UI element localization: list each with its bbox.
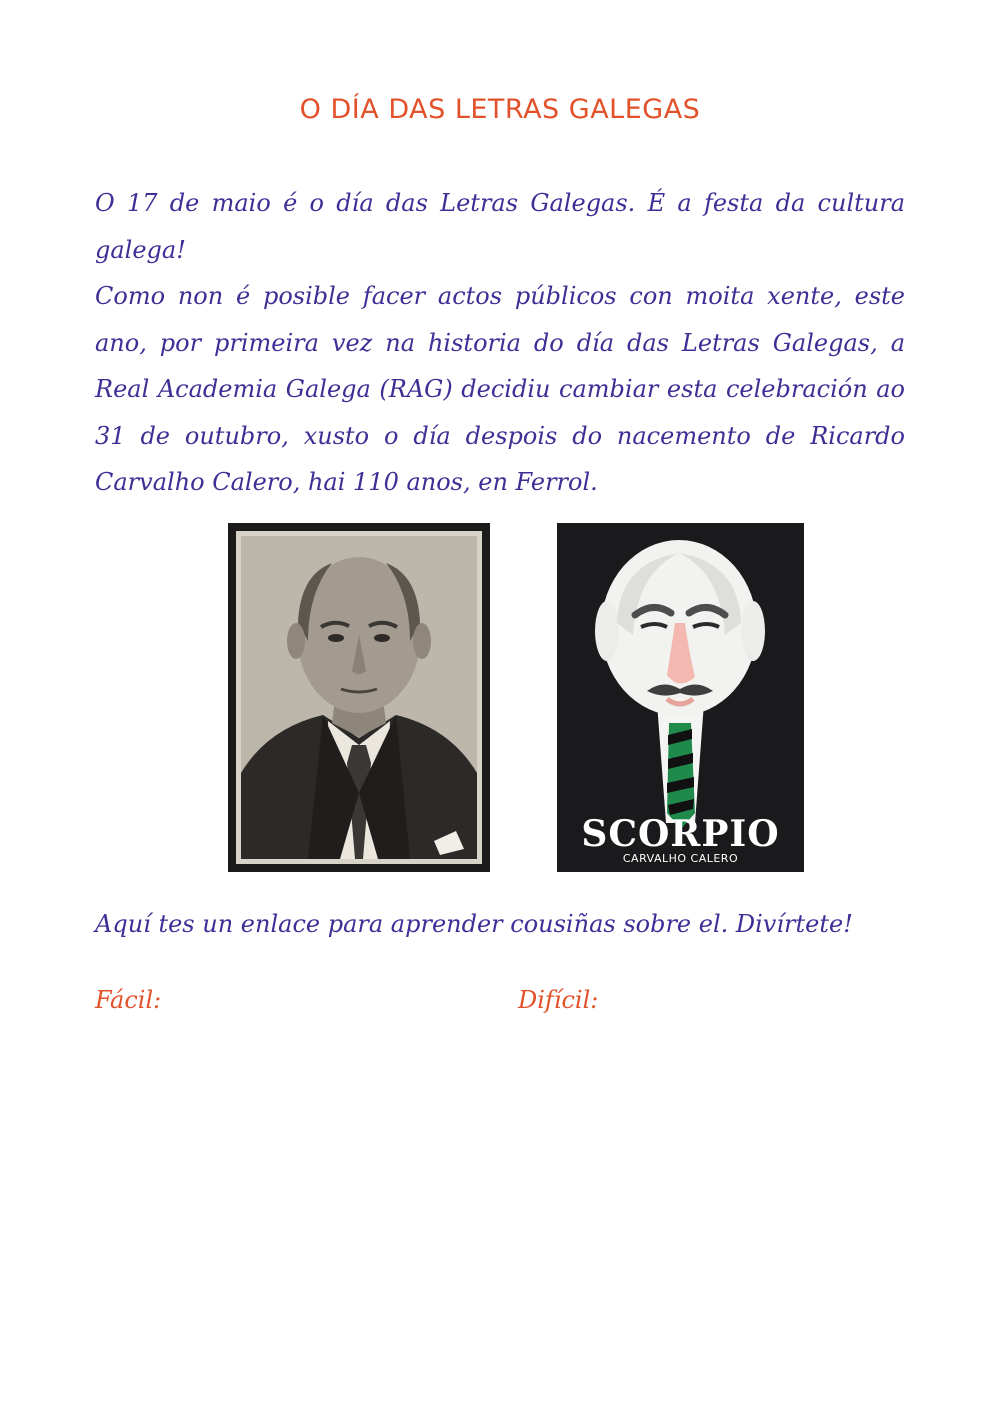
poster-title: SCORPIO <box>581 813 780 855</box>
hard-link-label[interactable]: Difícil: <box>518 986 599 1014</box>
caricature-poster <box>557 523 804 872</box>
link-intro-text: Aquí tes un enlace para aprender cousiñas sobre el. Divírtete! <box>95 910 853 938</box>
portrait-photo-icon <box>228 523 490 872</box>
portrait-photo <box>228 523 490 872</box>
poster-subtitle: CARVALHO CALERO <box>622 852 739 865</box>
paragraph-intro: O 17 de maio é o día das Letras Galegas. É a festa da cultura galega! <box>95 189 905 264</box>
paragraph-details: Como non é posible facer actos públicos con moita xente, este ano, por primeira vez na historia do día das Letras Galegas, a Real Academia Galega (RAG) decidiu cambiar esta celebración ao 31 de outubro, xusto o día despois do nacemento de Ricardo Carvalho Calero, hai 110 anos, en Ferrol. <box>95 282 905 496</box>
easy-link-label[interactable]: Fácil: <box>95 986 162 1014</box>
page-title: O DÍA DAS LETRAS GALEGAS <box>299 94 701 125</box>
intro-text <box>95 180 905 506</box>
